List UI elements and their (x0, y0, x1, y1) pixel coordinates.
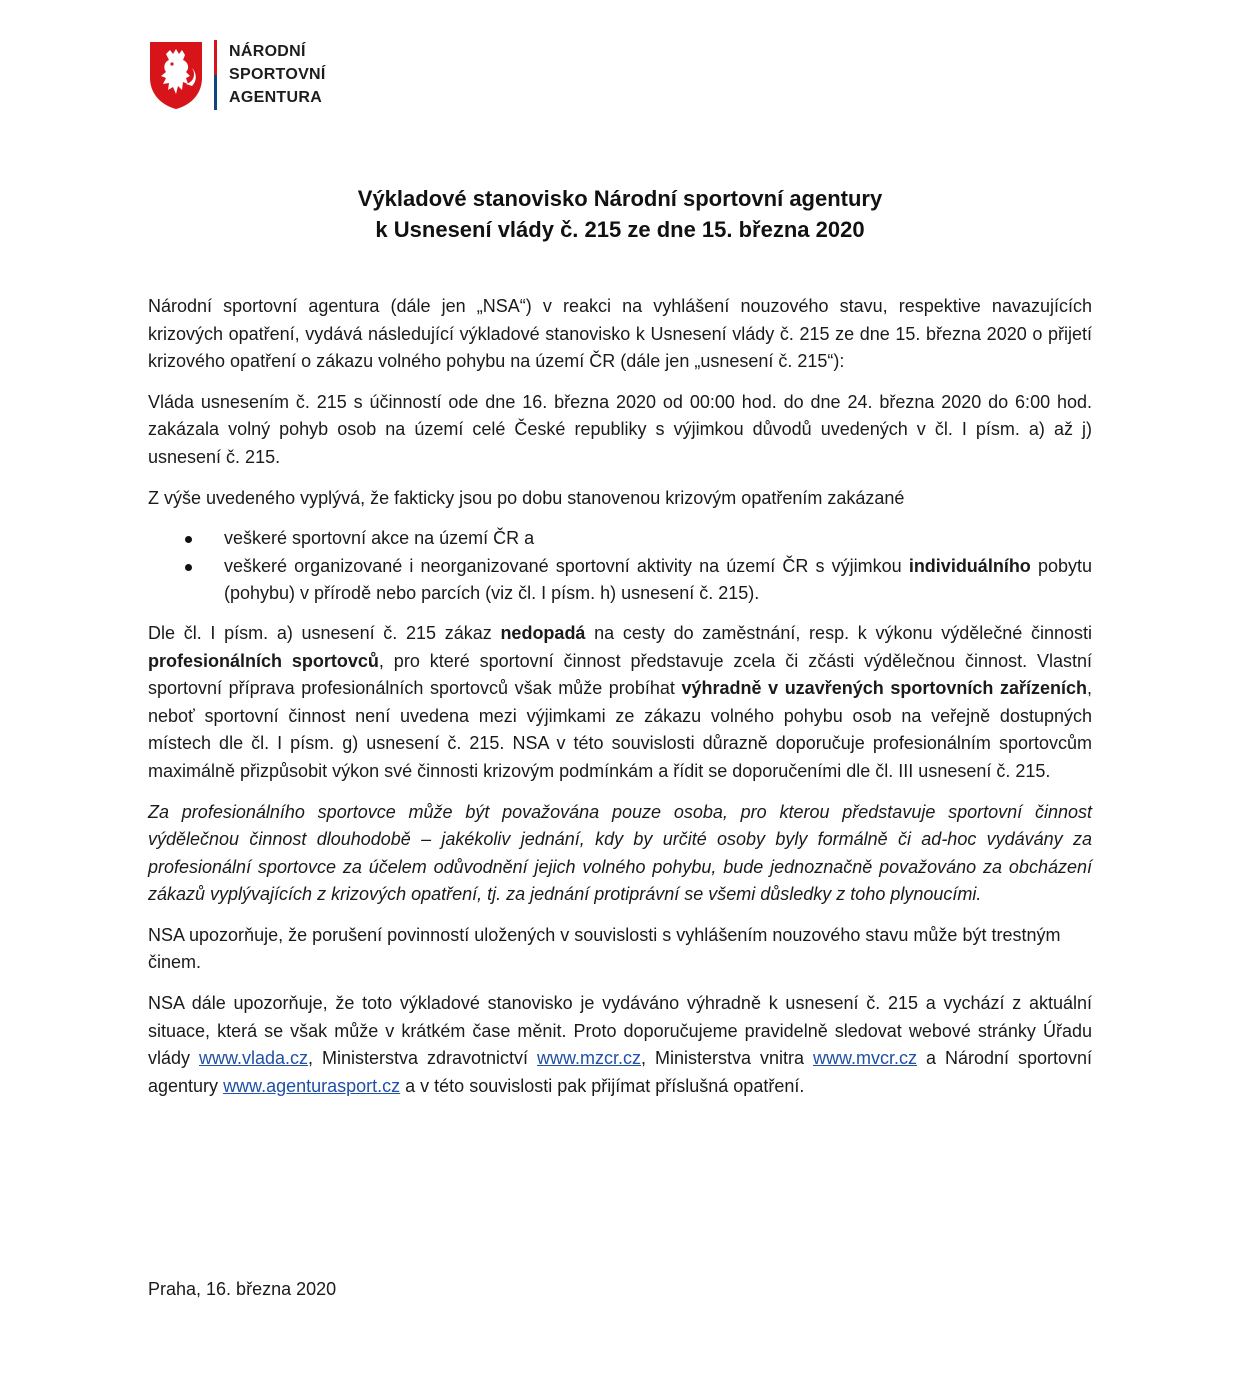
p4-text-2: na cesty do zaměstnání, resp. k výkonu výdělečné činnosti (585, 622, 1092, 643)
title-line-1: Výkladové stanovisko Národní sportovní agentury (357, 186, 883, 211)
logo-line-3: AGENTURA (229, 89, 323, 106)
p4-bold-1: nedopadá (500, 622, 586, 643)
paragraph-definition: Za profesionálního sportovce může být považována pouze osoba, pro kterou představuje sportovní činnost výdělečnou činnost dlouhodobě – jakékoliv jednání, kdy by určité osoby byly formálně či ad-hoc vydávány za profesionální sportovce za účelem odůvodnění jejich volného pohybu, bude jednoznačně považováno za obcházení zákazů vyplývajících z krizových opatření, tj. za jednání protiprávní se všemi důsledky z toho plynoucími. (148, 801, 1092, 905)
p4-text-3: , pro které sportovní činnost představuje zcela či zčásti výdělečnou činnost. Vlastní sportovní příprava profesionálních sportovců však může probíhat (148, 650, 1092, 699)
p7-text-1: NSA dále upozorňuje, že toto výkladové stanovisko je vydáváno výhradně k usnesení č. 215 a vychází z aktuální situace, která se však může v krátkém čase měnit. Proto doporučujeme pravidelně sledovat webové stránky Úřadu vlády (148, 993, 1092, 1069)
czech-lion-shield-icon (148, 40, 204, 110)
logo-text (229, 40, 326, 109)
link-mvcr[interactable]: www.mvcr.cz (812, 1048, 917, 1069)
document-title (148, 183, 1092, 245)
paragraph-professional-athletes (148, 620, 1092, 786)
p4-bold-3: výhradně v uzavřených sportovních zařízeních (681, 678, 1087, 699)
link-vlada[interactable]: www.vlada.cz (199, 1048, 309, 1069)
p4-text-1: Dle čl. I písm. a) usnesení č. 215 zákaz (148, 622, 501, 643)
title-line-2: k Usnesení vlády č. 215 ze dne 15. března 2020 (375, 217, 865, 242)
p7-text-3: , Ministerstva vnitra (641, 1048, 813, 1069)
link-mzcr[interactable]: www.mzcr.cz (537, 1048, 642, 1069)
p4-bold-2: profesionálních sportovců (148, 650, 379, 671)
paragraph-government-resolution: Vláda usnesením č. 215 s účinností ode dne 16. března 2020 od 00:00 hod. do dne 24. března 2020 do 6:00 hod. zakázala volný pohyb osob na území celé České republiky s výjimkou důvodů uvedených v čl. I písm. a) až j) usnesení č. 215. (148, 391, 1092, 467)
nsa-logo (148, 40, 326, 110)
document-body (148, 293, 1092, 1113)
p7-text-2: , Ministerstva zdravotnictví (308, 1048, 538, 1069)
paragraph-consequence: Z výše uvedeného vyplývá, že fakticky jsou po dobu stanovenou krizovým opatřením zakázané (148, 487, 905, 508)
p4-text-4: , neboť sportovní činnost není uvedena mezi výjimkami ze zákazu volného pohybu osob na veřejně dostupných místech dle čl. I písm. g) usnesení č. 215. NSA v této souvislosti důrazně doporučuje profesionálním sportovcům maximálně přizpůsobit výkon své činnosti krizovým podmínkám a řídit se doporučeními dle čl. III usnesení č. 215. (148, 678, 1092, 781)
paragraph-warning: NSA upozorňuje, že porušení povinností uložených v souvislosti s vyhlášením nouzového stavu může být trestným činem. (148, 924, 1061, 973)
p7-text-4: a Národní sportovní agentury (148, 1048, 1092, 1096)
bullet-text-2a: veškeré organizované i neorganizované sportovní aktivity na území ČR s výjimkou (224, 555, 909, 576)
p7-text-5: a v této souvislosti pak přijímat příslušná opatření. (400, 1075, 805, 1096)
logo-divider (214, 40, 217, 110)
logo-line-2: SPORTOVNÍ (229, 66, 326, 83)
bullet-bold-individual: individuálního (908, 555, 1031, 576)
link-agenturasport[interactable]: www.agenturasport.cz (223, 1075, 401, 1096)
list-item (148, 525, 1092, 553)
list-item (148, 553, 1092, 608)
logo-line-1: NÁRODNÍ (229, 43, 306, 60)
paragraph-intro: Národní sportovní agentura (dále jen „NSA“) v reakci na vyhlášení nouzového stavu, respektive navazujících krizových opatření, vydává následující výkladové stanovisko k Usnesení vlády č. 215 ze dne 15. března 2020 o přijetí krizového opatření o zákazu volného pohybu na území ČR (dále jen „usnesení č. 215“): (148, 296, 1092, 372)
bullet-text-2b: pobytu (pohybu) v přírodě nebo parcích (viz čl. I písm. h) usnesení č. 215). (224, 555, 1092, 604)
prohibited-list (148, 525, 1092, 608)
bullet-text-1: veškeré sportovní akce na území ČR a (224, 528, 535, 549)
place-and-date: Praha, 16. března 2020 (148, 1279, 337, 1299)
paragraph-recommendation (148, 990, 1092, 1100)
